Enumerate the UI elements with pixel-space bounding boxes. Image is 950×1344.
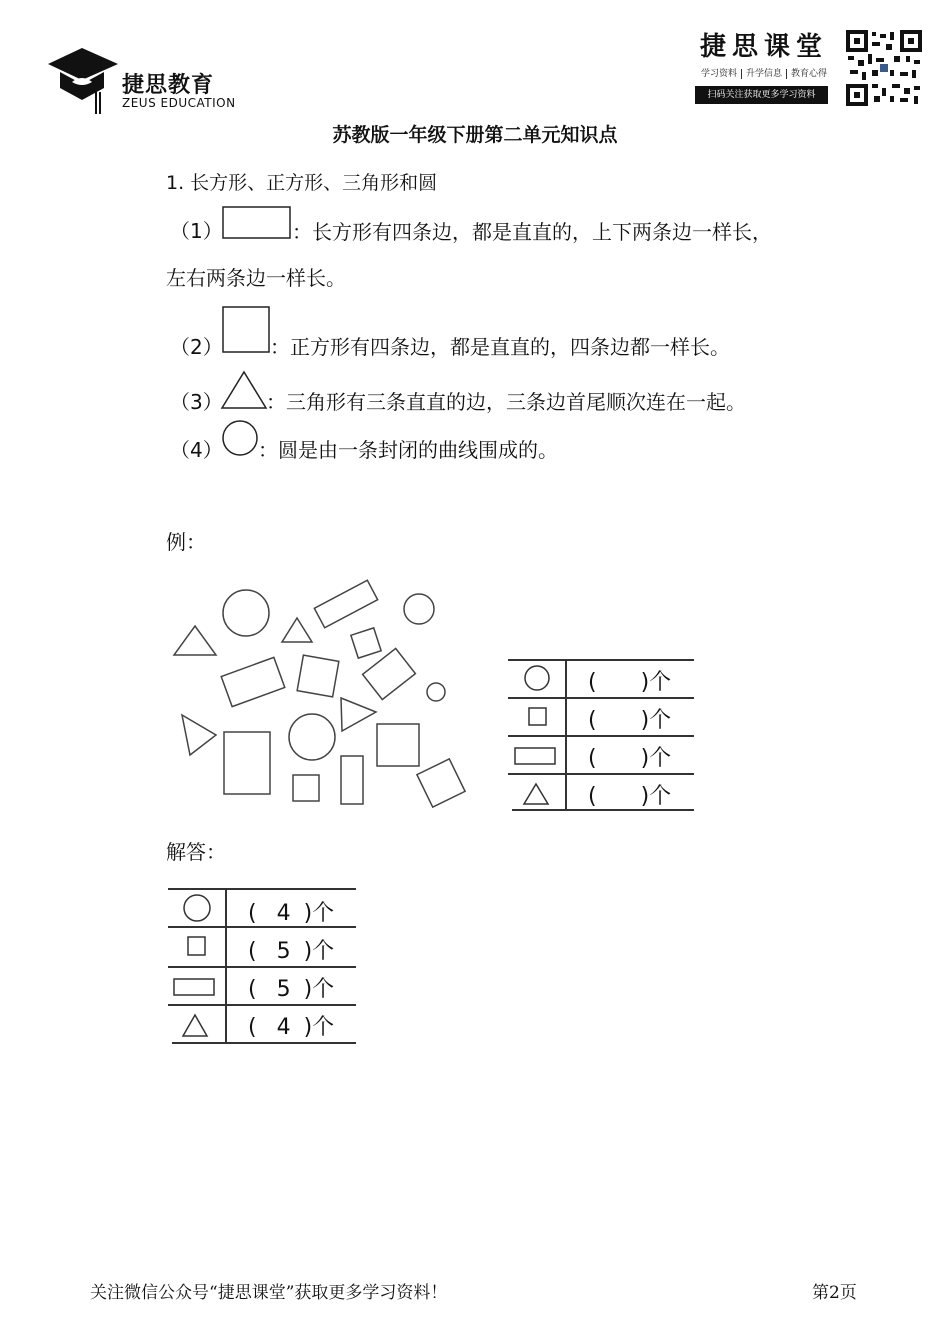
circle-icon <box>525 666 549 690</box>
square-shape-icon <box>222 306 272 354</box>
logo-name: 捷思教育 <box>122 73 215 98</box>
figure-triangle <box>182 715 216 755</box>
figure-square <box>297 655 339 697</box>
rectangle-shape-icon <box>222 206 292 240</box>
rectangle-icon <box>174 979 214 995</box>
rectangle-icon <box>515 748 555 764</box>
example-row-value: ( )个 <box>588 670 672 695</box>
item-3-text: ：三角形有三条直直的边，三条边首尾顺次连在一起。 <box>266 390 746 414</box>
item-1-text: ：长方形有四条边，都是直直的，上下两条边一样长， <box>292 220 772 244</box>
figure-square <box>351 628 381 658</box>
brand-link: 学习资料 <box>697 69 742 79</box>
close-paren: )个 <box>303 901 335 926</box>
item-2-text: ：正方形有四条边，都是直直的，四条边都一样长。 <box>270 335 730 359</box>
open-paren: ( <box>248 939 257 964</box>
answer-row <box>248 1010 334 1041</box>
figure-triangle <box>341 698 376 731</box>
item-1 <box>170 215 223 244</box>
brand-bar: 扫码关注获取更多学习资料 <box>695 86 828 104</box>
item-2 <box>170 331 223 360</box>
figure-rectangle <box>363 648 416 699</box>
circle-shape-icon <box>220 418 260 458</box>
page-number: 第2页 <box>812 1283 857 1303</box>
footer-text: 关注微信公众号“捷思课堂”获取更多学习资料！ <box>90 1283 448 1303</box>
answer-row <box>248 896 334 927</box>
figure-circle <box>427 683 445 701</box>
square-icon <box>188 937 205 955</box>
circle-icon <box>184 895 210 921</box>
triangle-shape-icon <box>220 370 268 410</box>
qr-code-icon <box>846 30 922 106</box>
answer-row <box>248 934 334 965</box>
shapes-figure <box>160 578 480 818</box>
figure-rectangle <box>341 756 363 804</box>
answer-count: 5 <box>276 977 291 1002</box>
open-paren: ( <box>248 901 257 926</box>
item-number: （4） <box>170 438 223 462</box>
item-4-text: ：圆是由一条封闭的曲线围成的。 <box>258 438 558 462</box>
logo-english: ZEUS EDUCATION <box>122 96 236 110</box>
answer-label: 解答： <box>166 840 226 864</box>
figure-square <box>377 724 419 766</box>
answer-count: 5 <box>276 939 291 964</box>
example-row-value: ( )个 <box>588 708 672 733</box>
figure-triangle <box>282 618 312 642</box>
answer-row <box>248 972 334 1003</box>
figure-rectangle <box>314 580 377 628</box>
answer-count: 4 <box>276 1015 291 1040</box>
figure-square <box>293 775 319 801</box>
open-paren: ( <box>248 977 257 1002</box>
figure-triangle <box>174 626 216 655</box>
triangle-icon <box>524 784 548 804</box>
close-paren: )个 <box>303 1015 335 1040</box>
square-icon <box>529 708 546 725</box>
answer-count: 4 <box>276 901 291 926</box>
brand-link: 升学信息 <box>742 69 787 79</box>
item-3 <box>170 386 223 415</box>
brand-links <box>697 66 831 79</box>
close-paren: )个 <box>303 939 335 964</box>
item-number: （3） <box>170 390 223 414</box>
item-1-text-continued: 左右两条边一样长。 <box>166 266 346 290</box>
item-4 <box>170 434 223 463</box>
figure-rectangle <box>224 732 270 794</box>
item-number: （1） <box>170 219 223 243</box>
item-number: （2） <box>170 335 223 359</box>
close-paren: )个 <box>303 977 335 1002</box>
figure-square <box>417 759 465 807</box>
logo-icon <box>44 44 122 116</box>
figure-rectangle <box>221 657 285 706</box>
triangle-icon <box>183 1015 207 1036</box>
example-label: 例： <box>166 530 206 554</box>
example-row-value: ( )个 <box>588 784 672 809</box>
brand-link: 教育心得 <box>791 69 828 79</box>
brand-title: 捷思课堂 <box>700 32 829 62</box>
section-heading: 1. 长方形、正方形、三角形和圆 <box>166 172 438 194</box>
open-paren: ( <box>248 1015 257 1040</box>
figure-circle <box>223 590 269 636</box>
figure-circle <box>289 714 335 760</box>
example-row-value: ( )个 <box>588 746 672 771</box>
figure-circle <box>404 594 434 624</box>
page-title: 苏教版一年级下册第二单元知识点 <box>332 124 618 146</box>
